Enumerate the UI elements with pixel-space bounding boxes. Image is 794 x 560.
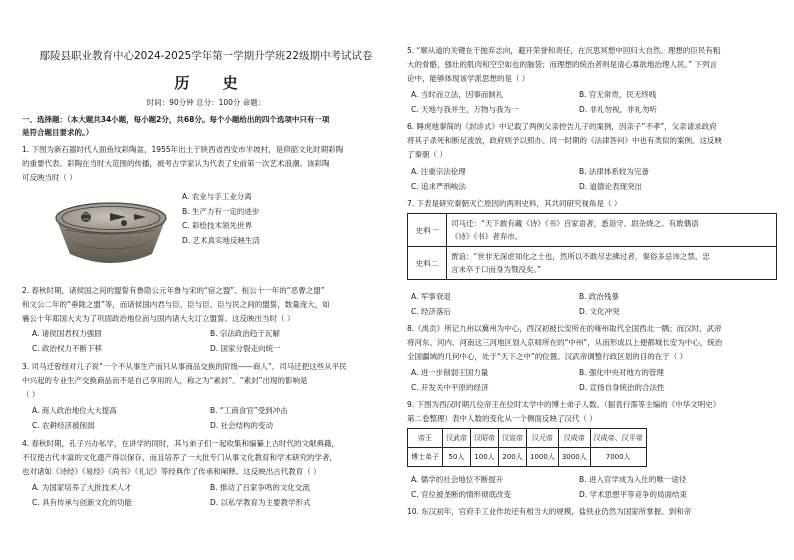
q7-stem: 7. 下表是研究秦朝灭亡原因的两则史料，其共同研究视角是（ ） [407,199,622,208]
source-text [447,247,777,280]
q7-option-d[interactable]: D. 文化冲突 [579,307,620,316]
q2-stem-line-2: 和文公二年的“垂陇之盟”等，而诸侯国内君与臣、臣与臣、臣与民之间的盟誓，数量庞大，如 [22,300,330,309]
source-text-line: 《诗》《书》者弃市。 [451,232,523,241]
q4-option-b[interactable]: B. 推动了百家争鸣的文化交流 [210,483,310,492]
q9-option-a[interactable]: A. 儒学的社会地位不断提升 [411,475,504,484]
q4-option-d[interactable]: D. 以私学教育为主要教学形式 [210,498,311,507]
source-text [447,214,777,247]
exam-title: 鄢陵县职业教育中心2024-2025学年第一学期升学班22级期中考试试卷 [39,50,373,62]
q1-stem-line-1: 1. 下图为新石器时代人面鱼纹彩陶盆，1955年出土于陕西省西安市半坡村，是仰韶文化时期彩陶 [22,145,344,154]
source-text-line: 言未卒于口而身为戮没矣。” [451,265,542,274]
table-cell: 帝王 [408,429,443,448]
q1-option-b[interactable]: B. 生产力有一定的进步 [182,206,260,216]
q8-option-d[interactable]: D. 宣扬自身统治的合法性 [579,383,665,392]
q8-option-a[interactable]: A. 进一步削弱王国力量 [411,368,489,377]
q6-option-c[interactable]: C. 追求严刑峻法 [411,182,467,191]
q1-options [182,190,260,248]
q1-stem-line-2: 的重要代表。彩陶在当时大范围的传播，被考古学家认为代表了史前第一次艺术浪潮。该彩陶 [22,159,330,168]
table-cell: 汉元帝 [527,429,559,448]
q4-option-a[interactable]: A. 为国家培养了大批技术人才 [32,483,132,492]
q1-option-a[interactable]: A. 农业与手工业分离 [182,192,252,201]
q3-stem-line-3: （ ） [22,390,40,399]
q6-stem-line-3: 了秦朝（ ） [407,150,447,159]
q6-stem-line-1: 6. 睡虎地秦简的《封诊式》中记载了两例父亲控告儿子的案例，因亲子“不孝”，父亲请求政府 [407,122,717,131]
q5-stem-line-1: 5. “顺从道的关键在于抛弃志向，避开荣誉和责任，在沉思冥想中回归大自然。理想的臣民有粗 [407,46,721,55]
q9-option-b[interactable]: B. 进入官学成为入仕的唯一途径 [579,475,687,484]
table-row [408,429,647,448]
table-cell: 汉成帝、汉平帝 [590,429,646,448]
q4-stem-line-3: 也对诸如《诗经》《易经》《尚书》《礼记》等经典作了传承和阐释。这反映出古代教育（ ） [22,467,321,476]
q5-option-d[interactable]: D. 非礼勿视，非礼勿听 [579,105,658,114]
table-cell: 200人 [499,448,527,467]
section-heading-line-1: 一、选择题：（本大题共34小题，每小题2分，共68分。每个小题给出的四个选项中只有一项 [22,115,330,124]
q5-option-b[interactable]: B. 官无常贵，民无终贱 [579,90,657,99]
table-cell: 3000人 [558,448,590,467]
table-cell: 50人 [443,448,471,467]
q2-stem-line-3: 襄公十年郑国大夫为了巩固政治地位而与国内诸大夫订立盟誓。这反映出当时（ ） [22,314,295,323]
source-label: 史料二 [408,247,447,280]
table-cell: 1000人 [527,448,559,467]
q7-option-c[interactable]: C. 经济落后 [411,307,452,316]
q4-option-c[interactable]: C. 具有传承与创新文化的功能 [32,498,133,507]
q3-option-a[interactable]: A. 商人政治地位大大提高 [32,406,117,415]
q3-stem-line-2: 中兴起的专业生产交换商品而不是自己享用的人，称之为“素封”。“素封”出现的影响是 [22,376,308,385]
q9-stem-line-1: 9. 下图为西汉时期几位帝王在位时太学中的博士弟子人数。（据袁行霈等主编的《中华文明史》 [407,400,721,409]
q9-scholar-count-table [407,428,647,467]
table-cell: 汉昭帝 [471,429,499,448]
q8-stem-line-1: 8.《禹贡》所记九州以冀州为中心，西汉初被长安所在的雍州取代全国西北一隅；而汉时，武帝 [407,324,722,333]
q6-option-b[interactable]: B. 法律体系较为完备 [579,167,649,176]
q2-option-b[interactable]: B. 宗法政治趋于瓦解 [210,329,280,338]
q3-stem-line-1: 3. 司马迁曾经对儿子说“一个不从事生产而只从事商品交换的阶级——商人”。司马迁把这些从平民 [22,362,347,371]
q4-stem-line-1: 4. 春秋时期，孔子兴办私学，在讲学的同时，其与弟子们一起收集和编纂上古时代的文献典籍， [22,439,340,448]
q7-option-a[interactable]: A. 军事衰退 [411,292,451,301]
q3-option-d[interactable]: D. 社会结构的变动 [210,421,274,430]
q8-stem-line-2: 将河东、河内、河南这三河地区划入京师所在的“中州”，从而形成以上便都城长安为中心，统治 [407,338,723,347]
q2-option-d[interactable]: D. 国家分裂走向统一 [210,344,281,353]
q6-option-a[interactable]: A. 注重宗法伦理 [411,167,466,176]
q3-option-b[interactable]: B. “工商食官”受到冲击 [210,406,288,415]
q8-option-b[interactable]: B. 强化中央对地方的管理 [579,368,664,377]
q1-option-d[interactable]: D. 艺术真实地反映生活 [182,235,261,245]
table-cell: 7000人 [590,448,646,467]
source-text-line: 司马迁：“天下敢有藏《诗》《书》百家语者，悉诣守、尉杂烧之。有敢偶语 [451,219,699,228]
table-cell: 汉武帝 [443,429,471,448]
q9-option-c[interactable]: C. 官位被垄断的情形彻底改变 [411,490,512,499]
q7-option-b[interactable]: B. 政治残暴 [579,292,619,301]
table-cell: 博士弟子 [408,448,443,467]
q2-option-a[interactable]: A. 诸侯国君权力强固 [32,329,102,338]
table-row [408,247,777,280]
q8-option-c[interactable]: C. 开发关中平原的经济 [411,383,489,392]
q5-option-a[interactable]: A. 当时而立法，因事而制礼 [411,90,504,99]
table-row [408,448,647,467]
q10-stem-line-1: 10. 东汉初年，官府手工业作坊还有相当大的规模，盐铁业仍然为国家所掌握。到和帝 [407,507,692,516]
q5-stem-line-3: 论中，能够体现该学派思想的是（ ） [407,74,530,83]
source-text-line: 贾谊：“世非无深虑知化之士也，然所以不敢尽忠拂过者，秦俗多忌讳之禁，忠 [451,252,710,261]
source-label: 史料一 [408,214,447,247]
q2-option-c[interactable]: C. 政治权力不断下移 [32,344,103,353]
q1-stem-line-3: 可反映当时（ ） [22,173,77,182]
painted-pottery-basin-image [52,196,170,272]
q8-stem-line-3: 全国疆域的几何中心，处于“天下之中”的位置。汉武帝调整行政区划的目的在于（ ） [407,352,688,361]
exam-meta: 时间：90分钟 总分：100分 命题： [146,98,266,107]
q7-source-table [407,213,777,280]
table-cell: 100人 [471,448,499,467]
table-cell: 汉宣帝 [499,429,527,448]
q5-stem-line-2: 大的骨骼，强壮的肌肉和空空如也的脑袋；而理想的统治者则是清心寡欲地治理人民。” 下列言 [407,60,718,69]
q1-option-c[interactable]: C. 彩绘技术领先世界 [182,221,253,230]
q6-stem-line-2: 将其子杀死和断足流放，政府则予以照办。同一时期的《法律答问》中也有类似的案例。这反映 [407,136,722,145]
section-heading-line-2: 是符合题目要求的。） [22,128,94,137]
subject-title: 历 史 [174,74,252,92]
q5-option-c[interactable]: C. 天地与我并生，万物与我为一 [411,105,519,114]
q4-stem-line-2: 不仅使古代丰富的文化遗产得以保存，而且培养了一大批专门从事文化教育和学术研究的学者， [22,453,337,462]
table-cell: 汉成帝 [558,429,590,448]
q2-stem-line-1: 2. 春秋时期，诸侯国之间的盟誓有鲁隐公元年鲁与宋的“宿之盟”、桓公十一年的“恶曹之盟” [22,286,325,295]
table-row [408,214,777,247]
q9-stem-line-2: 第二卷整理）表中人数的变化从一个侧面反映了汉代（ ） [407,414,597,423]
q3-option-c[interactable]: C. 农耕经济被削弱 [32,421,95,430]
q6-option-d[interactable]: D. 道德论表现突出 [579,182,643,191]
q9-option-d[interactable]: D. 学术思想平等竞争的局面结束 [579,490,688,499]
